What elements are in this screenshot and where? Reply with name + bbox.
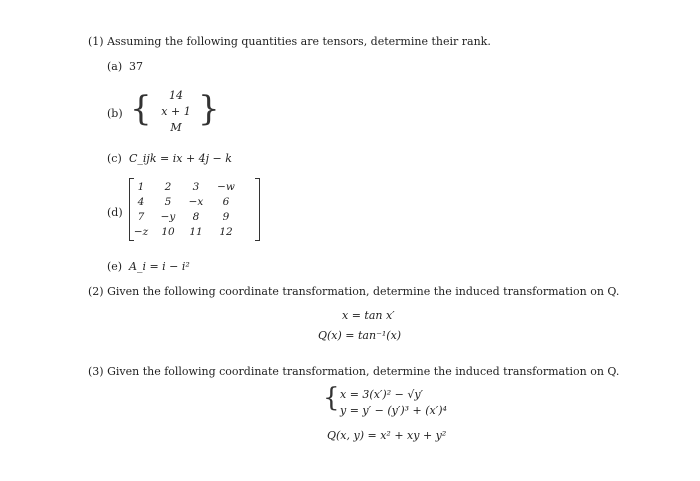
- q1e-label: (e): [107, 260, 123, 273]
- q1b-left-brace: {: [130, 89, 152, 129]
- q2-eq2: Q(x) = tan⁻¹(x): [318, 329, 402, 342]
- q1b-right-brace: }: [198, 89, 220, 129]
- q1a-value: 37: [129, 60, 143, 73]
- q1b-label: (b): [107, 107, 123, 120]
- q3-eq2: y = y′ − (y′)³ + (x′)⁴: [340, 404, 447, 417]
- matrix-cell: 1: [137, 181, 145, 193]
- q1e-expr: A_i = i − i²: [129, 260, 190, 273]
- q1b-entry-3: M: [170, 121, 182, 134]
- q1a-label: (a): [107, 60, 123, 73]
- q1d-label: (d): [107, 206, 123, 219]
- q3-prompt: (3) Given the following coordinate transformation, determine the induced transformation on Q.: [88, 365, 620, 378]
- matrix-cell: −y: [160, 211, 176, 223]
- matrix-cell: 11: [189, 226, 203, 238]
- matrix-cell: 8: [192, 211, 200, 223]
- matrix-cell: 12: [219, 226, 233, 238]
- q3-eq1: x = 3(x′)² − √y′: [340, 388, 424, 401]
- matrix-cell: 2: [164, 181, 172, 193]
- q3-left-brace: {: [323, 383, 340, 413]
- matrix-cell: 4: [137, 196, 145, 208]
- q2-prompt: (2) Given the following coordinate transformation, determine the induced transformation on Q.: [88, 285, 620, 298]
- q1-prompt: (1) Assuming the following quantities are tensors, determine their rank.: [88, 35, 491, 48]
- q3-eq3: Q(x, y) = x² + xy + y²: [327, 429, 447, 442]
- matrix-cell: −w: [217, 181, 235, 193]
- matrix-cell: −x: [188, 196, 204, 208]
- q1d-right-bracket: [255, 178, 260, 241]
- q1b-entry-2: x + 1: [161, 105, 191, 118]
- q1c-label: (c): [107, 152, 122, 165]
- matrix-cell: 5: [164, 196, 172, 208]
- matrix-cell: 3: [192, 181, 200, 193]
- q1b-entry-1: 14: [169, 89, 183, 102]
- matrix-cell: −z: [133, 226, 149, 238]
- matrix-cell: 10: [161, 226, 175, 238]
- matrix-cell: 6: [222, 196, 230, 208]
- q1c-expr: C_ijk = ix + 4j − k: [129, 152, 232, 165]
- matrix-cell: 9: [222, 211, 230, 223]
- q2-eq1: x = tan x′: [342, 309, 395, 322]
- matrix-cell: 7: [137, 211, 145, 223]
